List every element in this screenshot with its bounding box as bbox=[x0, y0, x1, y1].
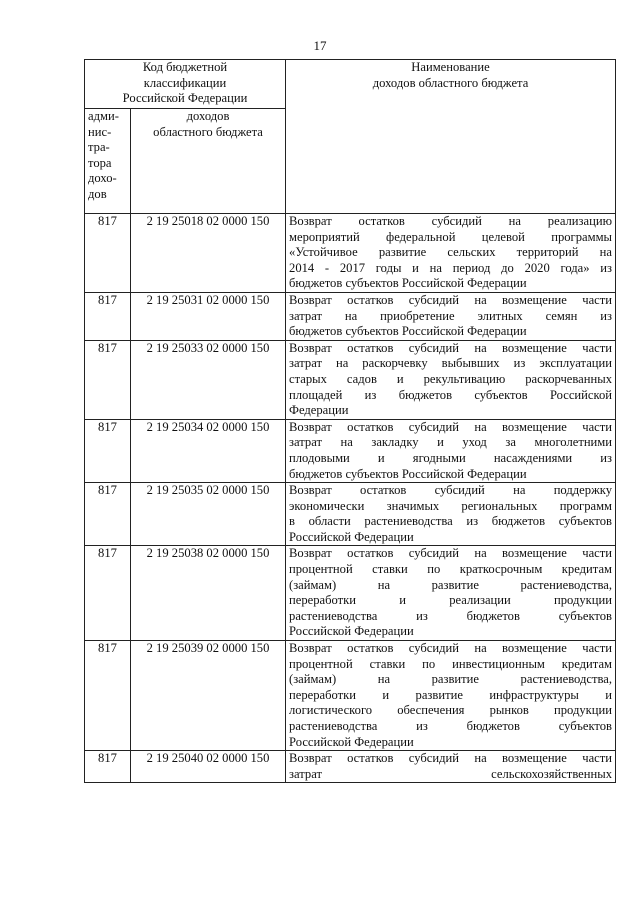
income-name-line: процентной ставки по инвестиционным кредитам bbox=[289, 656, 613, 671]
header-line: Код бюджетной bbox=[142, 60, 228, 74]
income-name-line: экономически значимых региональных программ bbox=[289, 498, 613, 513]
admin-code-cell: 817 bbox=[85, 751, 131, 783]
income-name-cell bbox=[286, 292, 616, 340]
income-name-line: (займам) на развитие растениеводства, bbox=[289, 672, 613, 687]
admin-code-cell: 817 bbox=[85, 214, 131, 293]
header-line: доходов областного бюджета bbox=[372, 75, 529, 90]
income-name-line: бюджетов субъектов Российской Федерации bbox=[289, 276, 527, 291]
header-line: нис- bbox=[88, 124, 112, 139]
income-name-line: Российской Федерации bbox=[289, 529, 414, 544]
header-admin-column bbox=[85, 109, 131, 214]
table-body bbox=[85, 214, 616, 783]
income-name-line: затрат на приобретение элитных семян из bbox=[289, 308, 613, 323]
table-row bbox=[85, 546, 616, 641]
income-name-line: 2014 - 2017 годы и на период до 2020 года» из bbox=[289, 260, 613, 275]
income-name-line: Возврат остатков субсидий на возмещение части bbox=[289, 641, 613, 656]
income-name-line: логистического обеспечения рынков продукции bbox=[289, 703, 613, 718]
income-name-line: растениеводства из бюджетов субъектов bbox=[289, 719, 613, 733]
income-name-line: площадей из бюджетов субъектов Российской bbox=[289, 387, 613, 402]
header-line: дохо- bbox=[88, 171, 117, 186]
header-income-column bbox=[131, 109, 286, 214]
income-name-line: Возврат остатков субсидий на реализацию bbox=[289, 214, 613, 228]
income-name-line: Возврат остатков субсидий на возмещение части bbox=[289, 546, 613, 561]
income-code-cell: 2 19 25033 02 0000 150 bbox=[131, 340, 286, 419]
income-name-line: растениеводства из бюджетов субъектов bbox=[289, 608, 613, 623]
admin-code-cell: 817 bbox=[85, 641, 131, 751]
admin-code-cell: 817 bbox=[85, 292, 131, 340]
income-code-cell: 2 19 25031 02 0000 150 bbox=[131, 292, 286, 340]
table-row bbox=[85, 292, 616, 340]
header-line: тора bbox=[88, 155, 112, 170]
income-code-cell: 2 19 25039 02 0000 150 bbox=[131, 641, 286, 751]
income-name-line: бюджетов субъектов Российской Федерации bbox=[289, 466, 527, 481]
header-line: Российской Федерации bbox=[122, 91, 248, 106]
income-name-line: «Устойчивое развитие сельских территорий на bbox=[289, 245, 613, 260]
income-code-cell: 2 19 25038 02 0000 150 bbox=[131, 546, 286, 641]
income-name-cell bbox=[286, 340, 616, 419]
admin-code-cell: 817 bbox=[85, 419, 131, 482]
table-row bbox=[85, 483, 616, 546]
income-name-line: процентной ставки по краткосрочным кредитам bbox=[289, 562, 613, 577]
income-name-line: Возврат остатков субсидий на возмещение части bbox=[289, 419, 613, 434]
admin-code-cell: 817 bbox=[85, 546, 131, 641]
income-name-line: Российской Федерации bbox=[289, 734, 414, 749]
income-code-cell: 2 19 25040 02 0000 150 bbox=[131, 751, 286, 783]
header-line: адми- bbox=[88, 109, 119, 123]
admin-code-cell: 817 bbox=[85, 483, 131, 546]
income-name-cell bbox=[286, 214, 616, 293]
income-name-line: Возврат остатков субсидий на возмещение части bbox=[289, 751, 613, 766]
income-name-line: Возврат остатков субсидий на возмещение части bbox=[289, 292, 613, 307]
income-name-line: переработки и развитие инфраструктуры и bbox=[289, 687, 613, 702]
income-name-cell bbox=[286, 641, 616, 751]
header-line: классификации bbox=[143, 75, 227, 90]
header-line: Наименование bbox=[411, 60, 490, 74]
income-name-line: затрат на раскорчевку выбывших из эксплуатации bbox=[289, 356, 613, 371]
income-name-cell bbox=[286, 483, 616, 546]
income-code-cell: 2 19 25018 02 0000 150 bbox=[131, 214, 286, 293]
table-row bbox=[85, 751, 616, 783]
header-line: доходов bbox=[186, 109, 230, 123]
income-name-line: бюджетов субъектов Российской Федерации bbox=[289, 324, 527, 339]
table-row bbox=[85, 214, 616, 293]
income-name-line: Возврат остатков субсидий на поддержку bbox=[289, 483, 613, 498]
income-name-line: переработки и реализации продукции bbox=[289, 593, 613, 608]
header-line: дов bbox=[88, 186, 107, 201]
header-line: тра- bbox=[88, 140, 110, 155]
page-number: 17 bbox=[313, 38, 327, 53]
income-code-cell: 2 19 25035 02 0000 150 bbox=[131, 483, 286, 546]
income-name-line: затрат сельскохозяйственных bbox=[289, 766, 613, 781]
income-name-line: (займам) на развитие растениеводства, bbox=[289, 577, 613, 592]
table-row bbox=[85, 641, 616, 751]
income-code-cell: 2 19 25034 02 0000 150 bbox=[131, 419, 286, 482]
table-header-row bbox=[85, 60, 616, 109]
income-name-cell bbox=[286, 751, 616, 783]
income-name-line: Российской Федерации bbox=[289, 624, 414, 639]
header-classification-title bbox=[85, 60, 286, 109]
income-name-line: старых садов и рекультивацию раскорчеванных bbox=[289, 371, 613, 386]
income-name-line: Федерации bbox=[289, 403, 349, 418]
budget-classification-table bbox=[84, 59, 616, 783]
income-name-cell bbox=[286, 546, 616, 641]
table-row bbox=[85, 419, 616, 482]
income-name-line: плодовыми и ягодными насаждениями из bbox=[289, 450, 613, 465]
income-name-line: Возврат остатков субсидий на возмещение части bbox=[289, 340, 613, 355]
header-name-column bbox=[286, 60, 616, 214]
header-line: областного бюджета bbox=[153, 124, 263, 139]
income-name-line: в области растениеводства из бюджетов субъектов bbox=[289, 514, 613, 529]
income-name-cell bbox=[286, 419, 616, 482]
income-name-line: мероприятий федеральной целевой программы bbox=[289, 229, 613, 244]
table-row bbox=[85, 340, 616, 419]
income-name-line: затрат на закладку и уход за многолетними bbox=[289, 435, 613, 450]
admin-code-cell: 817 bbox=[85, 340, 131, 419]
